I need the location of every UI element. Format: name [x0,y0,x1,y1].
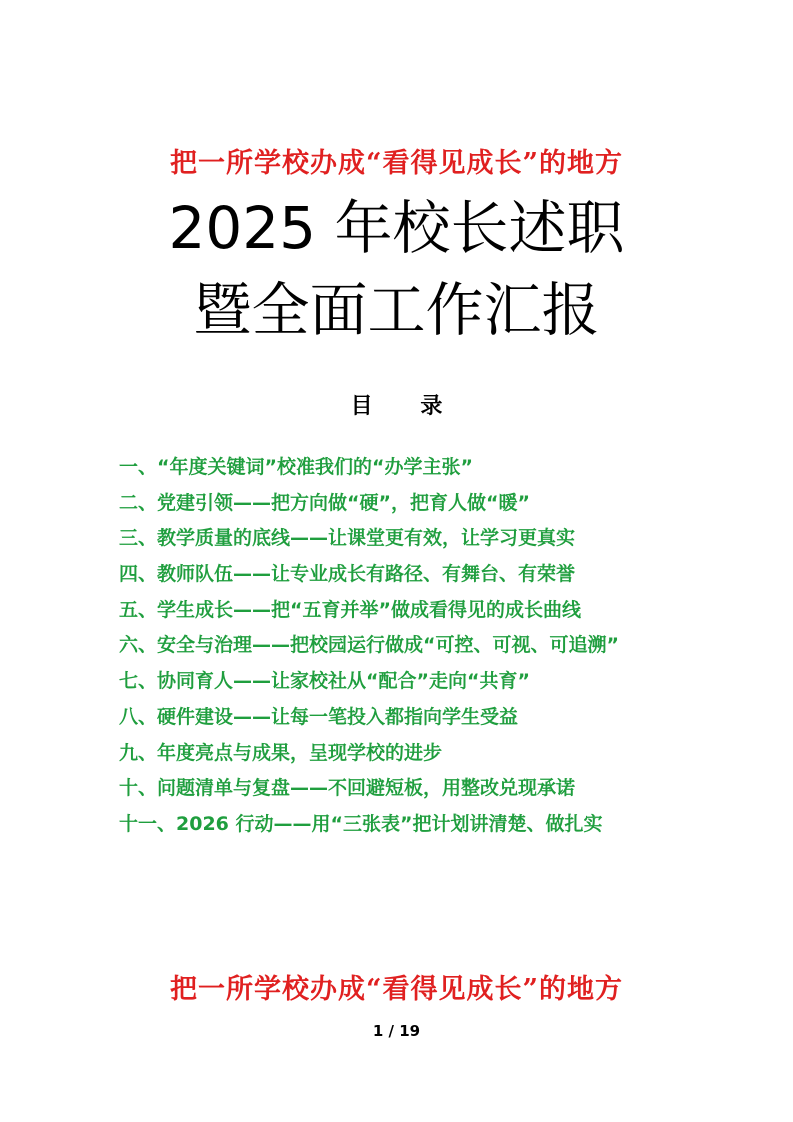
page-number: 1 / 19 [372,1022,421,1040]
toc-item[interactable]: 十、问题清单与复盘——不回避短板，用整改兑现承诺 [119,777,576,800]
toc-item[interactable]: 一、“年度关键词”校准我们的“办学主张” [119,456,473,478]
toc-item[interactable]: 二、党建引领——把方向做“硬”，把育人做“暖” [119,491,530,514]
toc-item[interactable]: 九、年度亮点与成果，呈现学校的进步 [119,741,443,764]
toc-item[interactable]: 七、协同育人——让家校社从“配合”走向“共育” [119,670,530,693]
tagline-top: 把一所学校办成“看得见成长”的地方 [169,148,624,179]
toc-item[interactable]: 十一、2026 行动——用“三张表”把计划讲清楚、做扎实 [119,812,603,835]
tagline-bottom: 把一所学校办成“看得见成长”的地方 [169,974,624,1005]
main-title-line2: 暨全面工作汇报 [193,276,600,344]
toc-item[interactable]: 六、安全与治理——把校园运行做成“可控、可视、可追溯” [119,634,619,657]
toc-item[interactable]: 四、教师队伍——让专业成长有路径、有舞台、有荣誉 [119,563,576,586]
table-of-contents [119,452,719,845]
toc-item[interactable]: 五、学生成长——把“五育并举”做成看得见的成长曲线 [119,598,581,621]
main-title-line1: 2025 年校长述职 [168,194,625,262]
toc-heading: 目 录 [350,394,463,419]
toc-item[interactable]: 三、教学质量的底线——让课堂更有效，让学习更真实 [119,527,576,550]
toc-item[interactable]: 八、硬件建设——让每一笔投入都指向学生受益 [119,705,519,728]
